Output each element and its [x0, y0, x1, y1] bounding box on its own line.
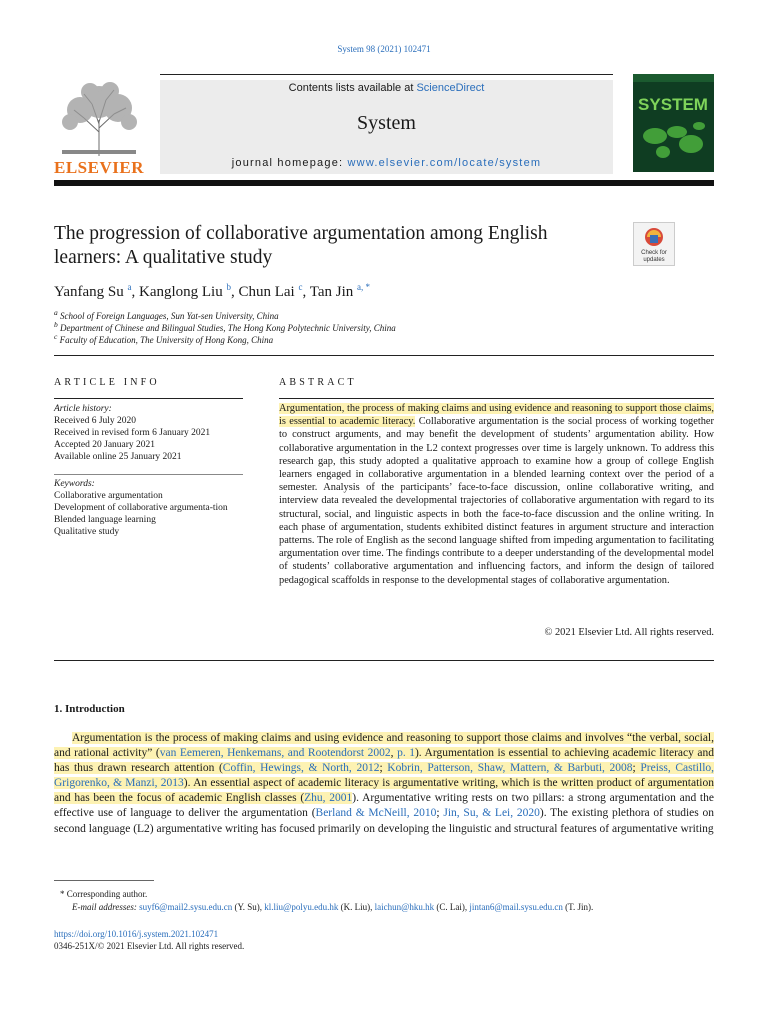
- journal-homepage: journal homepage: www.elsevier.com/locate/system: [231, 157, 542, 169]
- keywords-rule: [54, 474, 243, 475]
- svg-text:updates: updates: [643, 257, 665, 263]
- header-top-rule: [160, 74, 613, 75]
- history-label: Article history:: [54, 404, 112, 414]
- abstract-heading: ABSTRACT: [279, 377, 357, 388]
- author-list: Yanfang Su $^a$, Kanglong Liu $^b$, Chun Lai $^c$, Tan Jin $^{a, *}$: [54, 282, 370, 300]
- doi-link[interactable]: https://doi.org/10.1016/j.system.2021.102471: [54, 929, 219, 939]
- abstract-highlight[interactable]: Argumentation, the process of making claims and using evidence and reasoning to support those claims, is essential to academic literacy.: [279, 403, 714, 428]
- issn-line: 0346-251X/© 2021 Elsevier Ltd. All rights reserved.: [54, 941, 245, 951]
- author-affiliation-mark[interactable]: a: [127, 282, 132, 292]
- author-name[interactable]: Yanfang Su: [54, 284, 124, 300]
- affiliation-a: $^a$ School of Foreign Languages, Sun Yat-sen University, China: [54, 308, 279, 321]
- elsevier-wordmark[interactable]: ELSEVIER: [54, 158, 144, 177]
- history-item: Available online 25 January 2021: [54, 452, 182, 462]
- email-link[interactable]: laichun@hku.hk: [374, 902, 435, 912]
- citation-link[interactable]: Jin, Su, & Lei, 2020: [443, 807, 540, 820]
- keywords-block: [54, 478, 243, 538]
- author-name[interactable]: Chun Lai: [238, 284, 295, 300]
- journal-title: System: [357, 112, 416, 134]
- email-addresses: E-mail addresses: suyf6@mail2.sysu.edu.cn (Y. Su), kl.liu@polyu.edu.hk (K. Liu), laichun@hku.hk (C. Lai), jintan6@mail.sysu.edu.cn (T. Jin).: [72, 902, 594, 912]
- citation-link[interactable]: Berland & McNeill, 2010: [315, 807, 437, 820]
- homepage-link[interactable]: www.elsevier.com/locate/system: [347, 157, 542, 169]
- affiliation-b: $^b$ Department of Chinese and Bilingual Studies, The Hong Kong Polytechnic University, China: [54, 320, 396, 333]
- author-affiliation-mark[interactable]: c: [298, 282, 303, 292]
- email-link[interactable]: kl.liu@polyu.edu.hk: [264, 902, 339, 912]
- author-name[interactable]: Kanglong Liu: [138, 284, 223, 300]
- keyword-item: Collaborative argumentation: [54, 491, 163, 501]
- keyword-item: Development of collaborative argumenta-tion: [54, 503, 228, 513]
- author-name[interactable]: Tan Jin: [309, 284, 354, 300]
- author-affiliation-mark[interactable]: a, *: [357, 282, 370, 292]
- citation-link[interactable]: van Eemeren, Henkemans, and Rootendorst 2002: [159, 747, 391, 760]
- abstract-copyright: © 2021 Elsevier Ltd. All rights reserved.: [544, 627, 714, 638]
- citation-link[interactable]: p. 1: [397, 747, 415, 760]
- email-link[interactable]: suyf6@mail2.sysu.edu.cn: [139, 902, 233, 912]
- history-item: Received in revised form 6 January 2021: [54, 428, 211, 438]
- history-item: Received 6 July 2020: [54, 416, 137, 426]
- author-affiliation-mark[interactable]: b: [226, 282, 231, 292]
- doi-block: [54, 928, 244, 952]
- citation-link[interactable]: Kobrin, Patterson, Shaw, Mattern, & Barbuti, 2008: [387, 762, 633, 775]
- header-bottom-rule: [54, 180, 714, 186]
- journal-cover-image[interactable]: [633, 74, 714, 172]
- article-info-heading: ARTICLE INFO: [54, 377, 160, 388]
- svg-text:Check for: Check for: [641, 250, 667, 256]
- abstract-bottom-rule: [54, 660, 714, 661]
- keywords-label: Keywords:: [54, 479, 95, 489]
- article-title: The progression of collaborative argumentation among English learners: A qualitative study: [54, 223, 548, 268]
- introduction-heading: 1. Introduction: [54, 703, 125, 715]
- contents-line: Contents lists available at ScienceDirect: [288, 82, 485, 94]
- cover-title: SYSTEM: [638, 95, 708, 114]
- abstract-body: [279, 402, 714, 587]
- abstract-rule: [279, 398, 714, 399]
- article-history: [54, 403, 243, 463]
- history-item: Accepted 20 January 2021: [54, 440, 156, 450]
- article-info-rule: [54, 398, 243, 399]
- sciencedirect-link[interactable]: ScienceDirect: [416, 82, 485, 94]
- introduction-paragraph: Argumentation is the process of making claims and using evidence and reasoning to support those claims and involves “the verbal, social, and rational activity” (van Eemeren, Henkemans, and Rootendorst 2002, p. 1). Argumentation is essential to achieving academic literacy and has thus drawn research attention (Coffin, Hewings, & North, 2012; Kobrin, Patterson, Shaw, Mattern, & Barbuti, 2008; Preiss, Castillo, Grigorenko, & Manzi, 2013). An essential aspect of academic literacy is argumentative writing, which is the written product of argumentation and has been the focus of academic English classes (Zhu, 2001). Argumentative writing rests on two pillars: a strong argumentation and the effective use of language to deliver the argumentation (Berland & McNeill, 2010; Jin, Su, & Lei, 2020). The existing plethora of studies on second language (L2) argumentative writing has focused primarily on developing the linguistic and structural features of argumentative writing: [54, 732, 715, 835]
- citation-link[interactable]: Preiss, Castillo, Grigorenko, & Manzi, 2013: [54, 762, 715, 790]
- citation-link[interactable]: Coffin, Hewings, & North, 2012: [222, 762, 380, 775]
- corresponding-author-note: * Corresponding author.: [60, 889, 148, 899]
- footnotes: [54, 888, 593, 914]
- journal-citation[interactable]: System 98 (2021) 102471: [337, 44, 431, 54]
- email-link[interactable]: jintan6@mail.sysu.edu.cn: [469, 902, 563, 912]
- affiliation-c: $^c$ Faculty of Education, The University of Hong Kong, China: [54, 332, 274, 345]
- title-divider: [54, 355, 714, 356]
- keyword-item: Qualitative study: [54, 527, 120, 537]
- footnote-rule: [54, 880, 154, 881]
- citation-link[interactable]: Zhu, 2001: [304, 792, 353, 805]
- keyword-item: Blended language learning: [54, 515, 156, 525]
- abstract-text: Collaborative argumentation is the social process of working together to construct arguments, and may benefit the development of students’ argumentation ability. How collaborative argumentation in the L2 context progresses over time is largely unknown. To address this research gap, this study adopted a qualitative approach to examine how a group of college English learners engaged in collaborative argumentation in a blended learning context over the period of a semester. Analysis of the participants’ face-to-face discussion, online collaborative writing, and interview data revealed the developmental trajectories of collaborative argumentation with regard to its structural, social, and linguistic aspects in both the face-to-face discussion and the online writing. In each phase of argumentation, students exhibited distinct features in argument structure and interaction patterns. The role of English as the second language shifted from impeding argumentation to facilitating argumentation over time. The findings contribute to a deeper understanding of the developmental model of students’ collaborative argumentation and influencing factors, and inform the design of tailored pedagogical scaffolds in response to the developmental stages of collaborative argumentation.: [279, 416, 714, 586]
- check-for-updates-badge[interactable]: [633, 222, 675, 266]
